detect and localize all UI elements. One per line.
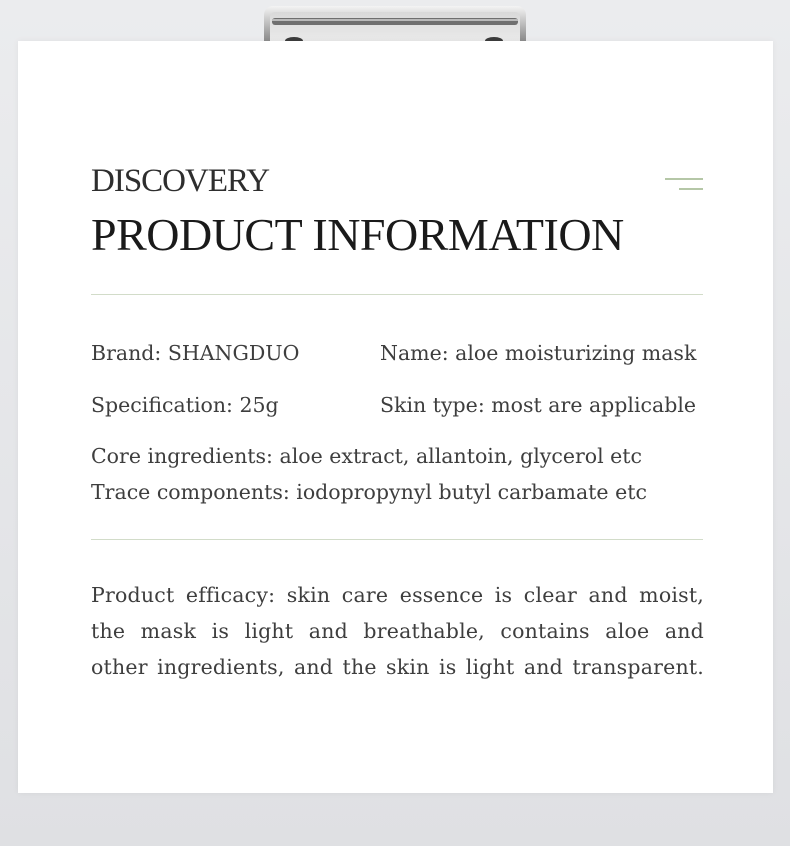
- efficacy-line: other ingredients, and the skin is light and transparent.: [91, 655, 704, 679]
- section-kicker: DISCOVERY: [91, 163, 270, 199]
- skin-type-field: Skin type: most are applicable: [380, 393, 697, 417]
- efficacy-line: the mask is light and breathable, contains aloe and: [91, 619, 704, 643]
- menu-lines-icon: [663, 178, 703, 192]
- page-title: PRODUCT INFORMATION: [91, 209, 624, 260]
- product-info-card: [18, 41, 773, 793]
- trace-components-field: Trace components: iodopropynyl butyl carbamate etc: [91, 480, 647, 504]
- specification-field: Specification: 25g: [91, 393, 279, 417]
- divider-bottom: [91, 539, 703, 540]
- brand-field: Brand: SHANGDUO: [91, 341, 300, 365]
- divider-top: [91, 294, 703, 295]
- core-ingredients-field: Core ingredients: aloe extract, allantoin, glycerol etc: [91, 444, 643, 468]
- efficacy-paragraph: [91, 577, 704, 685]
- efficacy-line: Product efficacy: skin care essence is clear and moist,: [91, 583, 704, 607]
- name-field: Name: aloe moisturizing mask: [380, 341, 697, 365]
